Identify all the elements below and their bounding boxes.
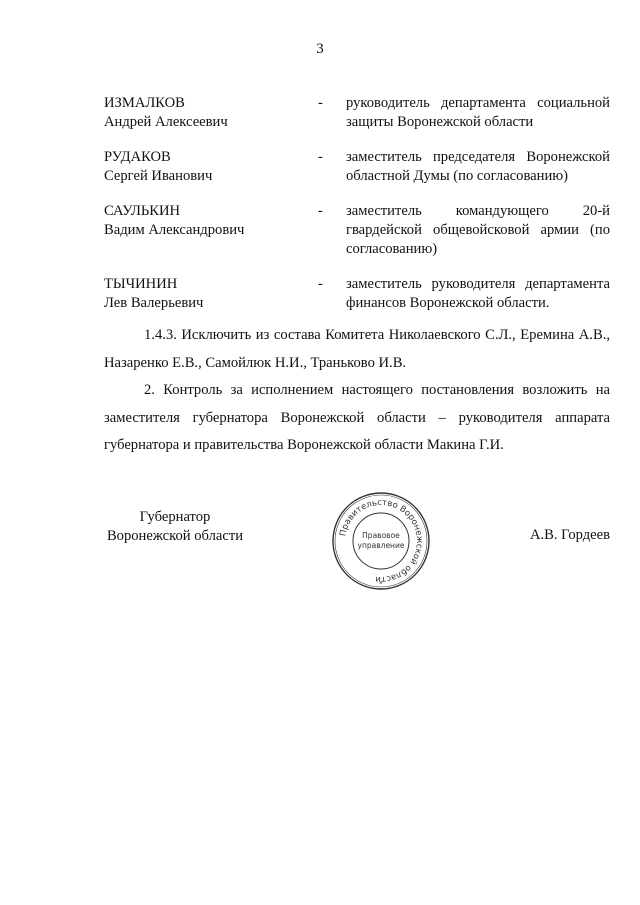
stamp-center-line1: Правовое bbox=[362, 531, 400, 540]
member-given-name: Андрей Алексеевич bbox=[104, 114, 228, 130]
stamp-ring-text: Правительство Воронежской области bbox=[338, 497, 425, 585]
signatory-title-line1: Губернатор bbox=[139, 509, 211, 525]
member-list bbox=[104, 94, 610, 329]
member-surname: ИЗМАЛКОВ bbox=[104, 95, 185, 111]
member-surname: ТЫЧИНИН bbox=[104, 276, 178, 292]
member-dash: - bbox=[318, 203, 323, 219]
member-row bbox=[104, 275, 610, 313]
paragraph-exclusion: 1.4.3. Исключить из состава Комитета Николаевского С.Л., Еремина А.В., Назаренко Е.В., Самойлюк Н.И., Траньково И.В. bbox=[104, 327, 610, 371]
signatory-title-line2: Воронежской области bbox=[106, 528, 244, 544]
stamp-center-line2: управление bbox=[357, 541, 405, 550]
member-name bbox=[104, 202, 318, 259]
member-surname: РУДАКОВ bbox=[104, 149, 171, 165]
body-text bbox=[104, 322, 610, 460]
member-dash: - bbox=[318, 95, 323, 111]
member-row bbox=[104, 94, 610, 132]
member-given-name: Лев Валерьевич bbox=[104, 295, 204, 311]
member-given-name: Сергей Иванович bbox=[104, 168, 213, 184]
member-role: заместитель руководителя департамента финансов Воронежской области. bbox=[346, 276, 610, 311]
member-row bbox=[104, 148, 610, 186]
signatory-name: А.В. Гордеев bbox=[529, 527, 610, 543]
member-row bbox=[104, 202, 610, 259]
member-role: заместитель председателя Воронежской областной Думы (по согласованию) bbox=[346, 149, 610, 184]
signatory-title bbox=[100, 508, 250, 546]
official-stamp bbox=[330, 490, 432, 592]
page-number: 3 bbox=[316, 41, 324, 57]
member-name bbox=[104, 94, 318, 132]
member-role: заместитель командующего 20-й гвардейской общевойсковой армии (по согласованию) bbox=[346, 203, 610, 257]
paragraph-control: 2. Контроль за исполнением настоящего постановления возложить на заместителя губернатора Воронежской области – руководителя аппарата губернатора и правительства Воронежской области Макина Г.И. bbox=[104, 382, 610, 453]
member-role: руководитель департамента социальной защиты Воронежской области bbox=[346, 95, 610, 130]
member-dash: - bbox=[318, 149, 323, 165]
member-surname: САУЛЬКИН bbox=[104, 203, 181, 219]
member-name bbox=[104, 148, 318, 186]
signature-block bbox=[100, 490, 610, 590]
member-given-name: Вадим Александрович bbox=[104, 222, 245, 238]
stamp-mark: * bbox=[379, 580, 383, 588]
member-name bbox=[104, 275, 318, 313]
member-dash: - bbox=[318, 276, 323, 292]
